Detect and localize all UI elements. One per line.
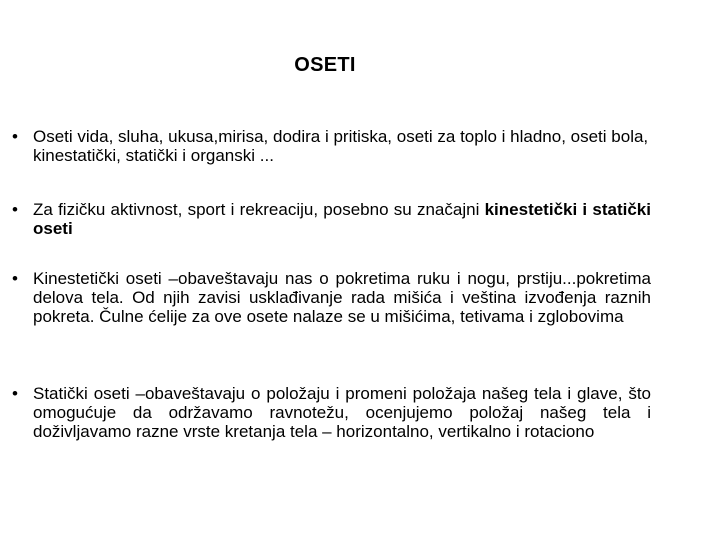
bullet-icon: • (12, 200, 18, 219)
bullet-text: Kinestetički oseti –obaveštavaju nas o pokretima ruku i nogu, prstiju...pokretima delova tela. Od njih zavisi usklađivanje rada mišića i veština izvođenja raznih pokreta. Čulne ćelije za ove osete nalaze se u mišićima, tetivama i zglobovima (33, 269, 651, 326)
slide-title: OSETI (294, 54, 356, 76)
bullet-icon: • (12, 384, 18, 403)
bullet-item (12, 385, 658, 441)
bullet-text (33, 201, 651, 239)
bullet-text: Statički oseti –obaveštavaju o položaju i promeni položaja našeg tela i glave, što omogućuje da održavamo ravnotežu, ocenjujemo položaj našeg tela i doživljavamo razne vrste kretanja tela – horizontalno, vertikalno i rotaciono (33, 384, 651, 441)
bullet-item (12, 128, 658, 166)
bullet-text-bold: kinestetički i statički oseti (33, 200, 651, 238)
bullet-icon: • (12, 269, 18, 288)
bullet-item (12, 270, 658, 326)
bullet-item (12, 201, 658, 239)
bullet-text: Oseti vida, sluha, ukusa,mirisa, dodira i pritiska, oseti za toplo i hladno, oseti bola, kinestatički, statički i organski ... (33, 127, 649, 165)
bullet-icon: • (12, 127, 18, 146)
bullet-text-plain: Za fizičku aktivnost, sport i rekreaciju, posebno su značajni (33, 200, 485, 219)
